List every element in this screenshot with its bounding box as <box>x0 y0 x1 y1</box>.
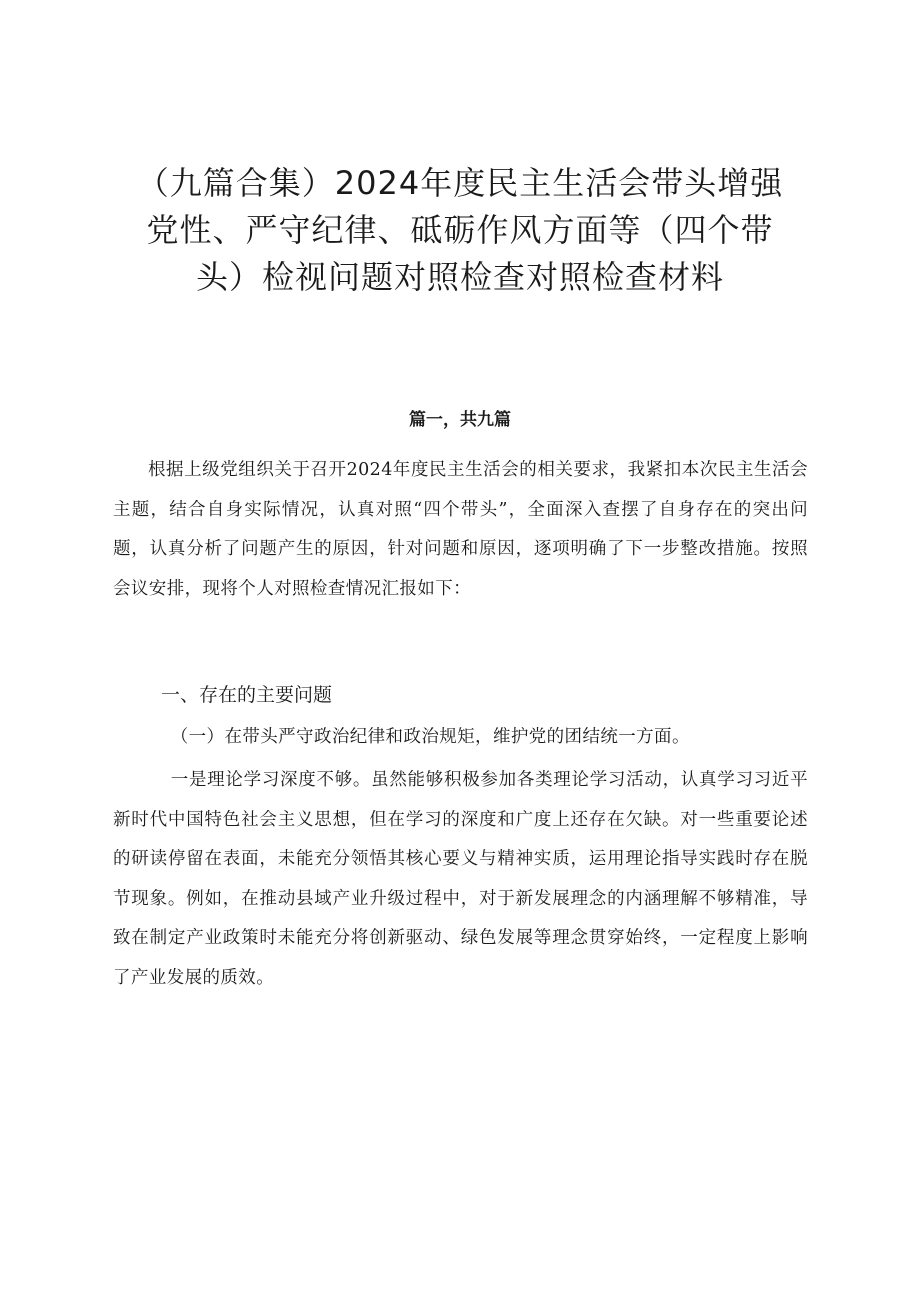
intro-paragraph: 根据上级党组织关于召开2024年度民主生活会的相关要求，我紧扣本次民主生活会主题，结合自身实际情况，认真对照“四个带头”，全面深入查摆了自身存在的突出问题，认真分析了问题产生的原因，针对问题和原因，逐项明确了下一步整改措施。按照会议安排，现将个人对照检查情况汇报如下： <box>113 460 808 599</box>
section-heading: 一、存在的主要问题 <box>161 684 333 706</box>
document-title: （九篇合集）2024年度民主生活会带头增强党性、严守纪律、砥砺作风方面等（四个带头）检视问题对照检查对照检查材料 <box>136 164 784 296</box>
point-1-paragraph: 一是理论学习深度不够。虽然能够积极参加各类理论学习活动，认真学习习近平新时代中国特色社会主义思想，但在学习的深度和广度上还存在欠缺。对一些重要论述的研读停留在表面，未能充分领悟其核心要义与精神实质，运用理论指导实践时存在脱节现象。例如，在推动县域产业升级过程中，对于新发展理念的内涵理解不够精准，导致在制定产业政策时未能充分将创新驱动、绿色发展等理念贯穿始终，一定程度上影响了产业发展的质效。 <box>113 770 808 988</box>
chapter-heading: 篇一，共九篇 <box>409 410 511 430</box>
subsection-heading: （一）在带头严守政治纪律和政治规矩，维护党的团结统一方面。 <box>170 727 690 747</box>
